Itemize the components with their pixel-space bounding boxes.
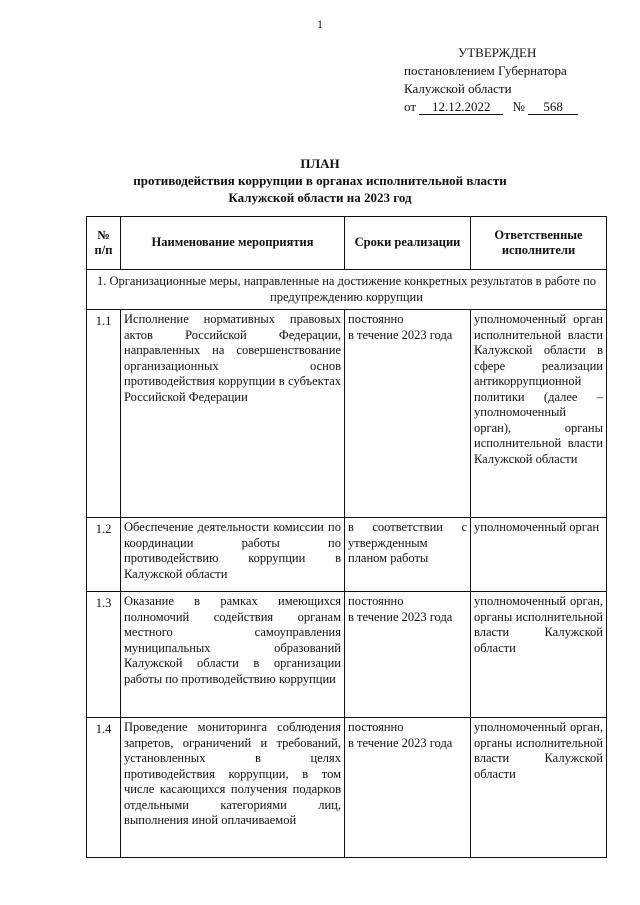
- table-row: [87, 718, 607, 858]
- document-title: [0, 155, 640, 206]
- table-header-row: [87, 217, 607, 270]
- approval-number-label: №: [512, 99, 525, 114]
- page-number: 1: [317, 17, 323, 31]
- row-deadline: постоянно в течение 2023 года: [345, 718, 471, 858]
- approval-line-2: Калужской области: [404, 81, 512, 96]
- row-responsible: уполномоченный орган, органы исполнительной власти Калужской области: [471, 718, 607, 858]
- title-line-3: Калужской области на 2023 год: [228, 190, 412, 205]
- table-row: [87, 518, 607, 592]
- approval-from-label: от: [404, 99, 417, 114]
- table-row: [87, 592, 607, 718]
- row-name: Исполнение нормативных правовых актов Российской Федерации, направленных на совершенствование организационных основ противодействия коррупции в субъектах Российской Федерации: [121, 310, 345, 518]
- approval-date: 12.12.2022: [419, 100, 503, 115]
- row-name: Проведение мониторинга соблюдения запретов, ограничений и требований, установленных в целях противодействия коррупции, в том числе касающихся получения подарков отдельными категориями лиц, выполнения иной оплачиваемой: [121, 718, 345, 858]
- row-responsible: уполномоченный орган, органы исполнительной власти Калужской области: [471, 592, 607, 718]
- header-responsible: Ответственные исполнители: [471, 217, 607, 270]
- title-line-1: ПЛАН: [300, 156, 340, 171]
- row-num: 1.4: [87, 718, 121, 858]
- row-deadline: в соответствии с утвержденным планом работы: [345, 518, 471, 592]
- row-name: Обеспечение деятельности комиссии по координации работы по противодействию коррупции в Калужской области: [121, 518, 345, 592]
- row-deadline: постоянно в течение 2023 года: [345, 310, 471, 518]
- section-row: [87, 270, 607, 310]
- approval-date-line: [404, 98, 578, 116]
- row-responsible: уполномоченный орган исполнительной власти Калужской области в сфере реализации антикоррупционной политики (далее – уполномоченный орган), органы исполнительной власти Калужской области: [471, 310, 607, 518]
- approval-number: 568: [528, 100, 578, 115]
- header-num: № п/п: [87, 217, 121, 270]
- header-deadline: Сроки реализации: [345, 217, 471, 270]
- row-num: 1.2: [87, 518, 121, 592]
- row-name: Оказание в рамках имеющихся полномочий содействия органам местного самоуправления муниципальных образований Калужской области в организации работы по противодействию коррупции: [121, 592, 345, 718]
- approval-stamp: [404, 44, 578, 116]
- approval-line-1: постановлением Губернатора: [404, 63, 567, 78]
- plan-table: [86, 216, 607, 858]
- section-title: 1. Организационные меры, направленные на достижение конкретных результатов в работе по предупреждению коррупции: [87, 270, 607, 310]
- row-deadline: постоянно в течение 2023 года: [345, 592, 471, 718]
- row-num: 1.1: [87, 310, 121, 518]
- header-name: Наименование мероприятия: [121, 217, 345, 270]
- row-num: 1.3: [87, 592, 121, 718]
- title-line-2: противодействия коррупции в органах исполнительной власти: [133, 173, 507, 188]
- table-row: [87, 310, 607, 518]
- approval-heading: УТВЕРЖДЕН: [458, 45, 537, 60]
- row-responsible: уполномоченный орган: [471, 518, 607, 592]
